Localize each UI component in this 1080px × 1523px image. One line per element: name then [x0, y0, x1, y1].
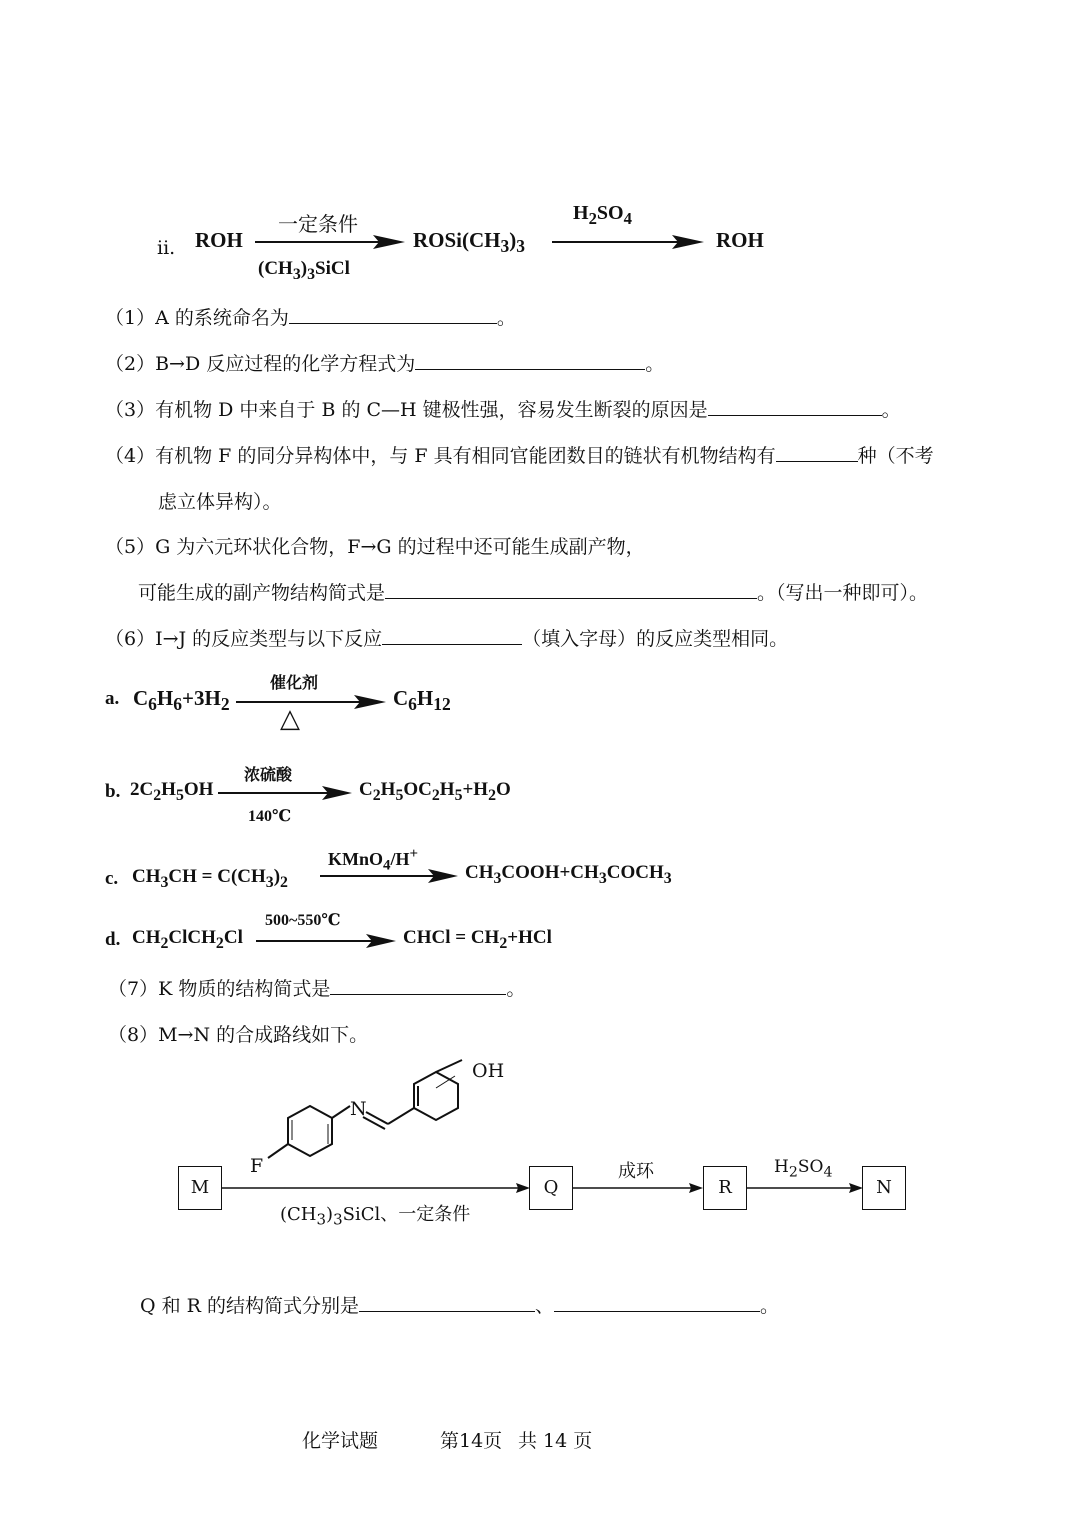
footer-subject: 化学试题: [302, 1430, 379, 1452]
reaction-ii-product: ROH: [716, 228, 764, 252]
reaction-ii-cond1-top: 一定条件: [278, 212, 358, 236]
answer-blank-5[interactable]: [385, 580, 757, 599]
question-8: （8）M→N 的合成路线如下。: [108, 1024, 369, 1046]
answer-blank-6[interactable]: [382, 626, 522, 645]
reaction-ii-cond2-top: $H_2SO_4$: [573, 202, 632, 228]
option-a-label: a.: [105, 688, 120, 709]
reagent-atom-N: N: [350, 1098, 367, 1120]
question-5: （5）G 为六元环状化合物，F→G 的过程中还可能生成副产物，: [105, 536, 645, 558]
option-d-label: d.: [105, 929, 121, 950]
option-a-right: $C_6H_{12}$: [393, 686, 451, 715]
option-b-condition-bottom: 140℃: [248, 808, 292, 825]
question-7: （7）K 物质的结构简式是 。: [108, 978, 526, 1000]
option-c-left: $CH_3CH = C(CH_3)_2$: [132, 866, 288, 891]
footer-page: 第14页: [440, 1430, 503, 1452]
reaction-ii-cond1-bottom: $(CH_3)_3SiCl$: [258, 258, 350, 283]
reaction-ii-label: ii.: [157, 237, 176, 259]
compound-Q-box: Q: [529, 1166, 573, 1210]
answer-blank-4[interactable]: [776, 443, 858, 462]
option-b-condition-top: 浓硫酸: [244, 765, 293, 784]
answer-blank-3[interactable]: [708, 397, 882, 416]
reagent-atom-OH: OH: [472, 1060, 505, 1082]
reaction-ii-arrow2: [552, 232, 704, 252]
answer-blank-Q[interactable]: [359, 1293, 535, 1312]
reaction-ii-intermediate: $ROSi(CH_3)_3$: [413, 228, 526, 257]
option-d-left: $CH_2ClCH_2Cl$: [132, 927, 243, 952]
answer-blank-R[interactable]: [554, 1293, 760, 1312]
question-4: （4）有机物 F 的同分异构体中，与 F 具有相同官能团数目的链状有机物结构有 种（不考: [105, 445, 934, 467]
option-a-condition-bottom: △: [280, 704, 300, 734]
question-8-answer: Q 和 R 的结构简式分别是 、 。: [140, 1295, 780, 1317]
option-c-condition-top: KMnO$_4$/H+: [328, 846, 419, 874]
question-6: （6）I→J 的反应类型与以下反应 （填入字母）的反应类型相同。: [105, 628, 789, 650]
route-arrow-1: [222, 1178, 530, 1198]
option-b-arrow: [218, 783, 352, 803]
compound-N-box: N: [862, 1166, 906, 1210]
question-2: （2）B→D 反应过程的化学方程式为 。: [105, 353, 665, 375]
option-b-label: b.: [105, 781, 121, 802]
question-5-line2: 可能生成的副产物结构简式是 。（写出一种即可）。: [138, 582, 929, 604]
option-d-arrow: [256, 931, 396, 951]
answer-blank-2[interactable]: [415, 351, 645, 370]
option-d-right: CHCl = $CH_2+HCl$: [403, 927, 552, 952]
route-arrow-2-condition: 成环: [618, 1161, 654, 1182]
option-c-label: c.: [105, 868, 119, 889]
reaction-ii-arrow1: [255, 232, 405, 252]
route-arrow-1-condition: $(CH_3)_3SiCl$、一定条件: [280, 1204, 471, 1229]
compound-M-box: M: [178, 1166, 222, 1210]
option-a-left: $C_6H_6+3H_2$: [133, 686, 230, 715]
answer-blank-1[interactable]: [289, 305, 497, 324]
reagent-atom-F: F: [250, 1155, 264, 1177]
question-1: （1）A 的系统命名为 。: [105, 307, 516, 329]
option-b-right: $C_2H_5OC_2H_5+H_2O$: [359, 779, 511, 804]
option-b-left: $2C_2H_5OH$: [130, 779, 214, 804]
footer-total: 共 14 页: [518, 1430, 593, 1452]
option-c-right: $CH_3COOH+CH_3COCH_3$: [465, 862, 672, 887]
option-a-arrow: [236, 692, 386, 712]
question-4-line2: 虑立体异构）。: [158, 491, 282, 513]
option-c-arrow: [320, 866, 458, 886]
answer-blank-7[interactable]: [330, 976, 506, 995]
route-arrow-3: [747, 1178, 863, 1198]
reaction-ii-reactant: ROH: [195, 228, 243, 252]
question-3: （3）有机物 D 中来自于 B 的 C—H 键极性强，容易发生断裂的原因是 。: [105, 399, 901, 421]
option-a-condition-top: 催化剂: [270, 673, 319, 692]
compound-R-box: R: [703, 1166, 747, 1210]
route-arrow-3-condition: $H_2SO_4$: [774, 1157, 833, 1181]
option-d-condition-top: 500~550℃: [265, 912, 341, 929]
